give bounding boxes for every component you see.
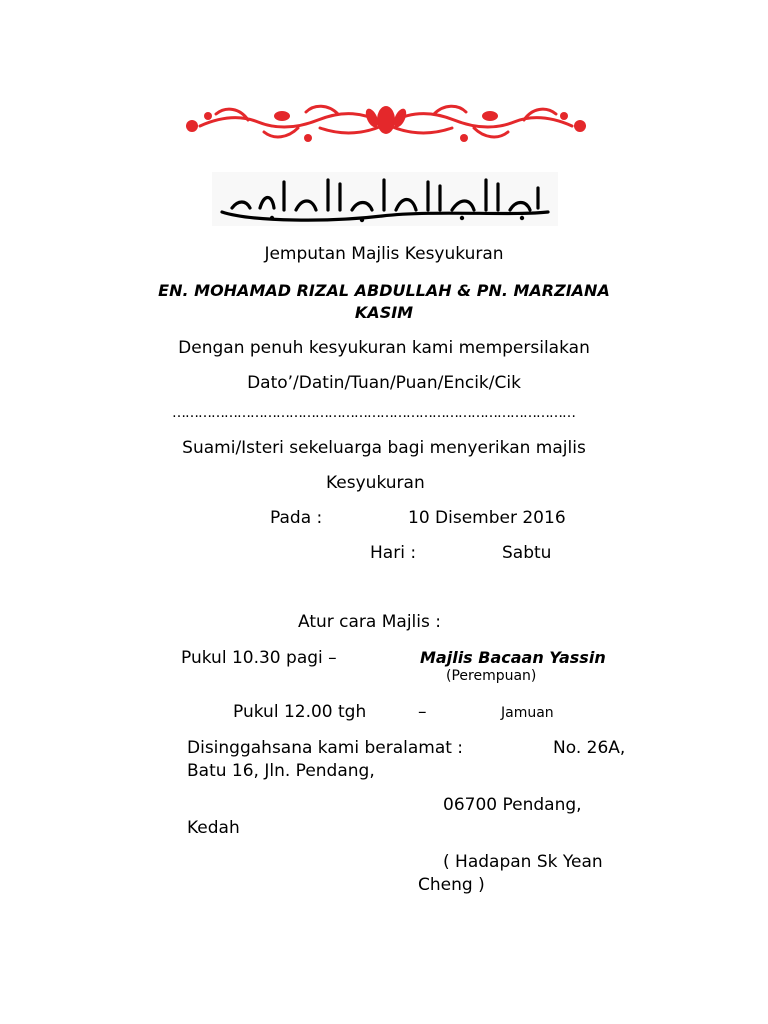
invitation-line-4: Kesyukuran [326,473,425,493]
invitation-line-2: Dato’/Datin/Tuan/Puan/Encik/Cik [247,373,521,393]
agenda-item-2-time: Pukul 12.00 tgh [233,702,367,722]
agenda-heading: Atur cara Majlis : [298,612,441,632]
address-street-1: No. 26A, [553,738,626,758]
address-landmark-2: Cheng ) [418,875,485,895]
address-intro: Disinggahsana kami beralamat : [187,738,464,758]
agenda-item-2-dash: – [418,702,427,722]
address-landmark-1: ( Hadapan Sk Yean [443,852,603,872]
address-city: 06700 Pendang, [443,795,582,815]
invitation-line-1: Dengan penuh kesyukuran kami mempersilakan [178,338,590,358]
name-blank-dots: ………………………………………………………………………………… [172,405,575,421]
address-street-2: Batu 16, Jln. Pendang, [187,761,375,781]
day-label: Hari : [370,543,417,563]
agenda-item-1-note: (Perempuan) [446,668,537,684]
date-value: 10 Disember 2016 [408,508,566,528]
agenda-item-2-title: Jamuan [501,705,554,721]
invitation-title: Jemputan Majlis Kesyukuran [264,244,504,264]
invitation-line-3: Suami/Isteri sekeluarga bagi menyerikan majlis [182,438,586,458]
agenda-item-1-title: Majlis Bacaan Yassin [420,648,606,667]
hosts-line-2: KASIM [354,303,414,322]
hosts-line-1: EN. MOHAMAD RIZAL ABDULLAH & PN. MARZIANA [158,281,610,300]
bismillah-calligraphy-box [212,172,558,226]
date-label: Pada : [270,508,323,528]
address-state: Kedah [187,818,240,838]
agenda-item-1-time: Pukul 10.30 pagi – [181,648,337,668]
day-value: Sabtu [502,543,552,563]
bismillah-calligraphy-icon [212,172,558,226]
floral-scroll-ornament-icon [178,98,594,148]
